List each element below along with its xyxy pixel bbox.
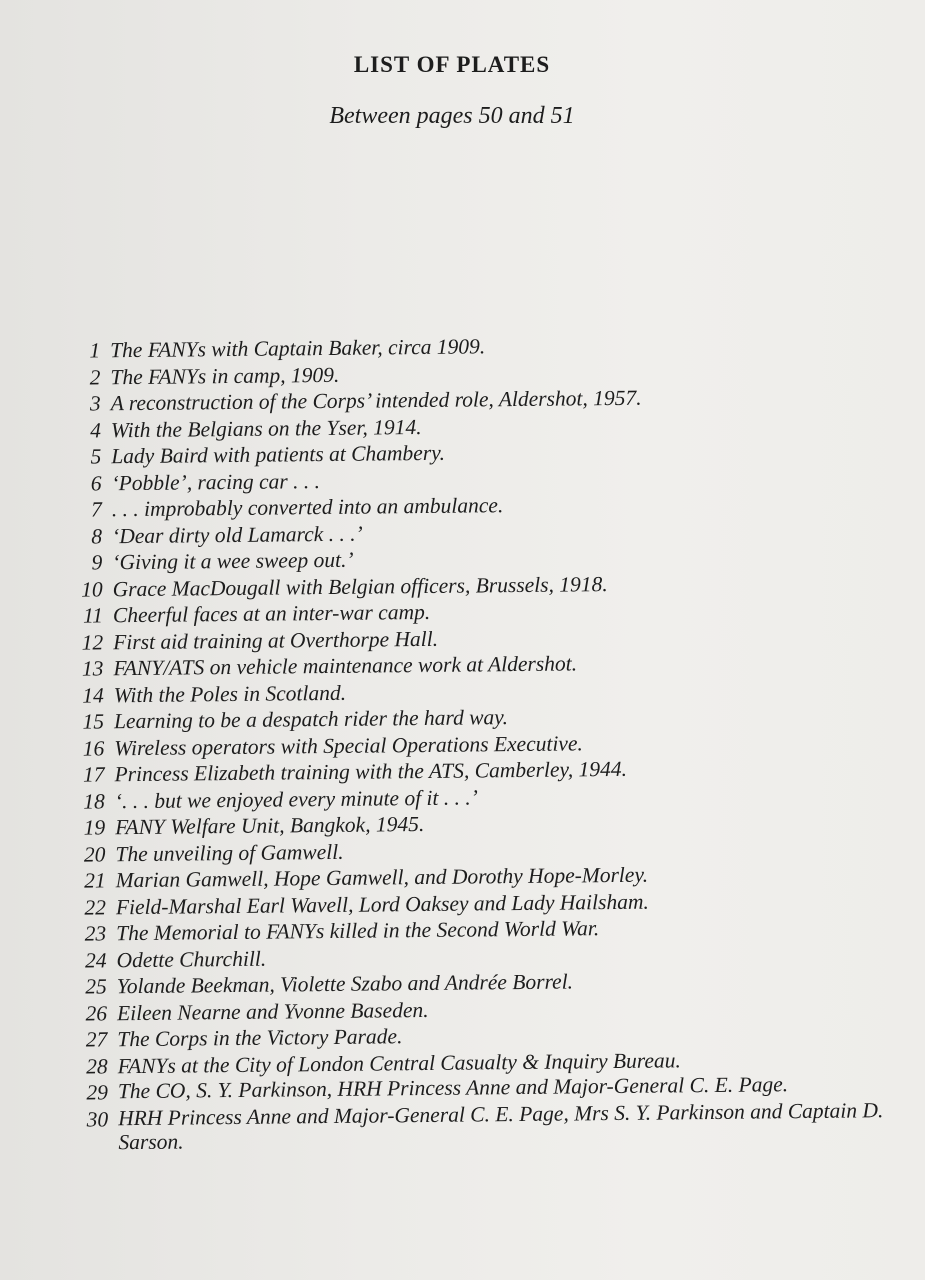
plate-number: 21 xyxy=(84,868,106,893)
plate-caption: Princess Elizabeth training with the ATS, Camberley, 1944. xyxy=(114,756,628,787)
plate-number: 15 xyxy=(82,709,105,734)
plate-number: 11 xyxy=(82,603,104,628)
plate-number: 17 xyxy=(82,762,105,787)
plate-number: 12 xyxy=(81,629,104,655)
plate-caption: . . . improbably converted into an ambulance. xyxy=(111,493,504,522)
plate-caption: The Memorial to FANYs killed in the Second World War. xyxy=(116,916,600,946)
plate-caption: Odette Churchill. xyxy=(116,946,267,972)
plate-number: 8 xyxy=(91,523,103,548)
plate-number: 14 xyxy=(82,682,104,708)
plate-number: 24 xyxy=(84,947,107,973)
plate-caption: With the Poles in Scotland. xyxy=(113,680,347,707)
plate-caption: The CO, S. Y. Parkinson, HRH Princess Anne and Major-General C. E. Page. xyxy=(117,1072,789,1104)
plate-number: 16 xyxy=(82,735,105,761)
plate-number: 23 xyxy=(84,921,107,946)
plate-number: 29 xyxy=(86,1080,109,1105)
plate-caption: FANY Welfare Unit, Bangkok, 1945. xyxy=(115,812,425,840)
plate-number: 13 xyxy=(81,656,104,681)
plate-caption: With the Belgians on the Yser, 1914. xyxy=(110,414,422,442)
page-subtitle: Between pages 50 and 51 xyxy=(329,103,575,129)
plate-number: 1 xyxy=(89,338,101,363)
plate-caption: Marian Gamwell, Hope Gamwell, and Dorothy Hope-Morley. xyxy=(115,862,649,893)
plate-caption: The unveiling of Gamwell. xyxy=(115,839,344,866)
plate-caption: Learning to be a despatch rider the hard way. xyxy=(113,705,509,734)
plate-caption: ‘. . . but we enjoyed every minute of it . . .’ xyxy=(114,784,478,813)
plate-number: 20 xyxy=(83,841,106,867)
plate-caption: Field-Marshal Earl Wavell, Lord Oaksey and Lady Hailsham. xyxy=(115,889,649,919)
plate-number: 9 xyxy=(91,550,103,575)
plate-caption: First aid training at Overthorpe Hall. xyxy=(113,626,439,654)
plate-number: 18 xyxy=(83,788,105,814)
plate-caption: The FANYs with Captain Baker, circa 1909. xyxy=(110,334,486,363)
plate-number: 28 xyxy=(86,1053,108,1079)
plate-caption: Yolande Beekman, Violette Szabo and Andrée Borrel. xyxy=(116,969,574,999)
plate-caption: FANY/ATS on vehicle maintenance work at Aldershot. xyxy=(113,651,578,681)
plate-number: 2 xyxy=(89,364,101,389)
plate-caption: A reconstruction of the Corps’ intended role, Aldershot, 1957. xyxy=(110,385,642,416)
plate-caption: Cheerful faces at an inter-war camp. xyxy=(112,599,431,628)
plate-caption: ‘Dear dirty old Lamarck . . .’ xyxy=(111,521,363,548)
plate-number: 4 xyxy=(90,417,102,442)
plate-caption: ‘Giving it a wee sweep out.’ xyxy=(112,547,354,575)
plate-number: 10 xyxy=(81,576,103,602)
plate-caption: The Corps in the Victory Parade. xyxy=(117,1024,403,1052)
plate-number: 6 xyxy=(90,470,102,495)
plates-list xyxy=(40,329,889,1154)
plate-item xyxy=(48,1098,888,1155)
page-title: LIST OF PLATES xyxy=(353,52,551,77)
plate-caption: HRH Princess Anne and Major-General C. E. Page, Mrs S. Y. Parkinson and Captain D. Sarson. xyxy=(118,1097,884,1154)
plate-number: 26 xyxy=(85,1000,108,1026)
plate-caption: FANYs at the City of London Central Casualty & Inquiry Bureau. xyxy=(117,1047,681,1078)
plate-caption: Eileen Nearne and Yvonne Baseden. xyxy=(116,997,429,1025)
plate-caption: The FANYs in camp, 1909. xyxy=(110,362,340,389)
plate-number: 27 xyxy=(85,1027,108,1052)
plate-number: 7 xyxy=(90,497,102,522)
plate-caption: Lady Baird with patients at Chambery. xyxy=(111,440,446,469)
plate-number: 30 xyxy=(86,1106,109,1132)
plate-number: 5 xyxy=(90,444,102,469)
plate-caption: Grace MacDougall with Belgian officers, Brussels, 1918. xyxy=(112,571,608,601)
plate-caption: Wireless operators with Special Operations Executive. xyxy=(114,730,583,760)
plate-caption: ‘Pobble’, racing car . . . xyxy=(111,468,321,495)
plate-number: 22 xyxy=(84,894,107,920)
plate-number: 3 xyxy=(89,391,101,416)
plate-number: 25 xyxy=(85,974,107,999)
plate-number: 19 xyxy=(83,815,106,840)
